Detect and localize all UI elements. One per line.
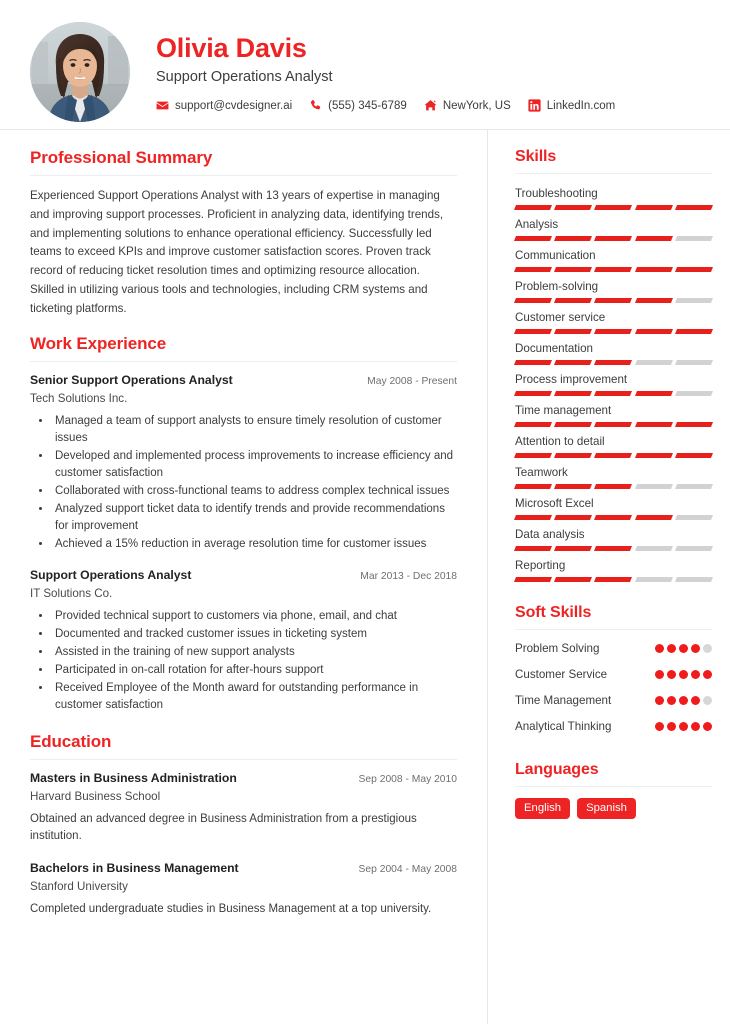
education-entry-desc: Obtained an advanced degree in Business Administration from a prestigious institution. <box>30 813 417 843</box>
skill-level-bar <box>515 577 712 582</box>
section-title-languages: Languages <box>515 760 599 778</box>
skill-bar-segment <box>635 484 673 489</box>
skill-bar-segment <box>635 298 673 303</box>
skill-bar-segment <box>514 577 552 582</box>
soft-skill-list <box>515 641 712 737</box>
contact-phone-text: (555) 345-6789 <box>328 99 407 112</box>
spacer <box>30 716 457 732</box>
skill-bar-segment <box>594 484 632 489</box>
skill-bar-segment <box>635 267 673 272</box>
rating-dot <box>703 722 712 731</box>
education-entry-title: Bachelors in Business Management <box>30 860 239 875</box>
section-professional-summary <box>30 148 457 318</box>
skill-bar-segment <box>594 577 632 582</box>
contact-email[interactable] <box>156 99 292 112</box>
contact-linkedin-text: LinkedIn.com <box>546 99 616 112</box>
skill-bar-segment <box>635 546 673 551</box>
avatar-illustration <box>30 22 130 122</box>
skill-bar-segment <box>635 515 673 520</box>
summary-text: Experienced Support Operations Analyst with 13 years of expertise in managing and improving support processes. Proficient in analyzing data, identifying trends, and implementing solutions to enhance operational efficiency. Successfully led teams to exceed KPIs and improve customer satisfaction scores. Proven track record of reducing ticket resolution times and optimizing resource allocation. Skilled in utilizing various tools and technologies, including CRM systems and ticketing platforms. <box>30 189 444 315</box>
skill-item <box>515 371 712 396</box>
skill-bar-segment <box>594 267 632 272</box>
skill-item <box>515 464 712 489</box>
skill-label: Teamwork <box>515 465 568 479</box>
rating-dot <box>667 722 676 731</box>
education-entry-title: Masters in Business Administration <box>30 770 237 785</box>
skill-level-bar <box>515 360 712 365</box>
contact-list <box>156 99 706 112</box>
skill-bar-segment <box>675 453 713 458</box>
work-entry-title: Support Operations Analyst <box>30 568 192 583</box>
rating-dot <box>691 670 700 679</box>
soft-skill-label: Analytical Thinking <box>515 719 612 733</box>
work-entry-head <box>30 373 457 389</box>
section-work-experience <box>30 334 457 713</box>
candidate-job-title: Support Operations Analyst <box>156 68 333 85</box>
soft-skill-item <box>515 719 712 737</box>
section-title-skills: Skills <box>515 148 557 165</box>
skill-bar-segment <box>554 267 592 272</box>
skill-bar-segment <box>554 422 592 427</box>
skill-bar-segment <box>675 267 713 272</box>
skill-bar-segment <box>554 298 592 303</box>
skill-level-bar <box>515 453 712 458</box>
work-entry-title: Senior Support Operations Analyst <box>30 373 233 388</box>
resume-body <box>0 130 730 1024</box>
soft-skill-label: Time Management <box>515 693 612 707</box>
skill-item <box>515 340 712 365</box>
section-soft-skills <box>515 604 712 737</box>
skill-list <box>515 185 712 582</box>
skill-bar-segment <box>594 360 632 365</box>
spacer <box>30 848 457 861</box>
contact-location[interactable] <box>424 99 511 112</box>
skill-level-bar <box>515 391 712 396</box>
skill-level-bar <box>515 515 712 520</box>
skill-level-bar <box>515 298 712 303</box>
skill-bar-segment <box>635 329 673 334</box>
skill-bar-segment <box>514 422 552 427</box>
soft-skill-label: Customer Service <box>515 667 608 681</box>
skill-bar-segment <box>514 236 552 241</box>
skill-bar-segment <box>635 577 673 582</box>
education-entry <box>30 861 457 919</box>
skill-bar-segment <box>514 484 552 489</box>
list-item: • Managed a team of support analysts to ensure timely resolution of customer issues <box>52 413 457 447</box>
education-entry-date: Sep 2008 - May 2010 <box>358 773 457 785</box>
skill-bar-segment <box>514 267 552 272</box>
work-entry-date: May 2008 - Present <box>367 376 457 388</box>
skill-item <box>515 402 712 427</box>
spacer <box>515 745 712 761</box>
skill-bar-segment <box>594 422 632 427</box>
skill-bar-segment <box>554 453 592 458</box>
rating-dot <box>667 696 676 705</box>
envelope-icon <box>156 99 169 112</box>
skill-bar-segment <box>635 205 673 210</box>
rating-dot <box>703 670 712 679</box>
section-languages <box>515 761 712 819</box>
skill-bar-segment <box>554 205 592 210</box>
rating-dot <box>691 722 700 731</box>
section-title-work: Work Experience <box>30 334 167 354</box>
list-item: • Achieved a 15% reduction in average resolution time for customer issues <box>52 536 457 553</box>
skill-level-bar <box>515 546 712 551</box>
skill-bar-segment <box>594 546 632 551</box>
skill-bar-segment <box>554 577 592 582</box>
education-entry-org: Harvard Business School <box>30 789 161 803</box>
list-item: • Provided technical support to customers via phone, email, and chat <box>52 608 457 625</box>
work-entry-date: Mar 2013 - Dec 2018 <box>360 571 457 583</box>
education-entry-date: Sep 2004 - May 2008 <box>358 863 457 875</box>
skill-bar-segment <box>514 453 552 458</box>
skill-bar-segment <box>675 515 713 520</box>
skill-bar-segment <box>554 236 592 241</box>
sidebar-column <box>487 130 730 1024</box>
skill-bar-segment <box>675 236 713 241</box>
skill-bar-segment <box>635 391 673 396</box>
rating-dot <box>655 696 664 705</box>
skill-bar-segment <box>594 236 632 241</box>
skill-label: Analysis <box>515 217 559 231</box>
soft-skill-label: Problem Solving <box>515 641 600 655</box>
skill-bar-segment <box>594 453 632 458</box>
rating-dot <box>667 670 676 679</box>
skill-item <box>515 247 712 272</box>
rating-dot <box>679 644 688 653</box>
skill-level-bar <box>515 422 712 427</box>
skill-label: Data analysis <box>515 527 585 541</box>
skill-label: Attention to detail <box>515 434 605 448</box>
rating-dot <box>655 644 664 653</box>
list-item: • Analyzed support ticket data to identify trends and provide recommendations for improvement <box>52 501 457 535</box>
rating-dot <box>655 670 664 679</box>
soft-skill-rating <box>655 719 712 731</box>
contact-email-text: support@cvdesigner.ai <box>175 99 293 112</box>
rating-dot <box>691 644 700 653</box>
skill-item <box>515 495 712 520</box>
work-entry-org: IT Solutions Co. <box>30 586 113 600</box>
skill-label: Reporting <box>515 558 566 572</box>
skill-label: Process improvement <box>515 372 628 386</box>
avatar <box>30 22 130 122</box>
rating-dot <box>667 644 676 653</box>
work-entry-head <box>30 568 457 584</box>
language-chip: English <box>515 798 570 819</box>
education-entry-head <box>30 771 457 787</box>
skill-bar-segment <box>594 205 632 210</box>
work-entry-org: Tech Solutions Inc. <box>30 392 128 406</box>
rating-dot <box>679 670 688 679</box>
skill-item <box>515 216 712 241</box>
soft-skill-item <box>515 693 712 711</box>
skill-bar-segment <box>675 422 713 427</box>
soft-skill-item <box>515 667 712 685</box>
skill-bar-segment <box>514 205 552 210</box>
skill-bar-segment <box>635 360 673 365</box>
education-entry-org: Stanford University <box>30 879 128 893</box>
rating-dot <box>703 644 712 653</box>
skill-bar-segment <box>514 546 552 551</box>
skill-bar-segment <box>675 205 713 210</box>
rating-dot <box>703 696 712 705</box>
spacer <box>515 588 712 604</box>
skill-bar-segment <box>554 391 592 396</box>
language-chip: Spanish <box>577 798 636 819</box>
skill-item <box>515 433 712 458</box>
education-entry <box>30 771 457 846</box>
skill-bar-segment <box>514 360 552 365</box>
candidate-name: Olivia Davis <box>156 32 307 63</box>
skill-item <box>515 278 712 303</box>
language-chip-list <box>515 798 712 819</box>
skill-bar-segment <box>514 298 552 303</box>
skill-label: Documentation <box>515 341 593 355</box>
contact-linkedin[interactable] <box>528 99 615 112</box>
rating-dot <box>679 696 688 705</box>
skill-bar-segment <box>635 453 673 458</box>
skill-bar-segment <box>514 391 552 396</box>
contact-location-text: NewYork, US <box>442 99 511 112</box>
work-entry <box>30 373 457 553</box>
spacer <box>30 555 457 568</box>
soft-skill-rating <box>655 693 712 705</box>
list-item: • Participated in on-call rotation for after-hours support <box>52 662 457 679</box>
list-item: • Collaborated with cross-functional teams to address complex technical issues <box>52 483 457 500</box>
resume-header <box>0 0 730 130</box>
skill-label: Communication <box>515 248 596 262</box>
section-rule <box>30 175 457 176</box>
skill-bar-segment <box>594 391 632 396</box>
work-entry-bullets <box>30 608 457 714</box>
skill-item <box>515 557 712 582</box>
skill-bar-segment <box>594 515 632 520</box>
skill-bar-segment <box>635 422 673 427</box>
skill-item <box>515 185 712 210</box>
skill-bar-segment <box>554 484 592 489</box>
skill-level-bar <box>515 329 712 334</box>
list-item: • Received Employee of the Month award for outstanding performance in customer satisfaction <box>52 680 457 714</box>
skill-label: Troubleshooting <box>515 187 598 200</box>
skill-bar-segment <box>675 329 713 334</box>
section-rule <box>30 361 457 362</box>
phone-icon <box>309 99 322 112</box>
section-rule <box>515 629 712 630</box>
soft-skill-rating <box>655 641 712 653</box>
skill-label: Time management <box>515 403 612 417</box>
section-rule <box>515 173 712 174</box>
skill-level-bar <box>515 484 712 489</box>
section-title-soft-skills: Soft Skills <box>515 603 592 621</box>
skill-bar-segment <box>675 360 713 365</box>
avatar-wrap <box>30 22 130 122</box>
linkedin-icon <box>528 99 541 112</box>
skill-item <box>515 526 712 551</box>
home-icon <box>424 99 437 112</box>
education-entry-desc: Completed undergraduate studies in Business Management at a top university. <box>30 903 432 916</box>
skill-bar-segment <box>675 577 713 582</box>
soft-skill-rating <box>655 667 712 679</box>
rating-dot <box>655 722 664 731</box>
skill-level-bar <box>515 236 712 241</box>
spacer <box>30 318 457 334</box>
section-rule <box>30 759 457 760</box>
section-title-summary: Professional Summary <box>30 148 213 167</box>
skill-bar-segment <box>675 298 713 303</box>
skill-bar-segment <box>514 515 552 520</box>
skill-level-bar <box>515 205 712 210</box>
skill-bar-segment <box>554 360 592 365</box>
skill-bar-segment <box>675 546 713 551</box>
soft-skill-item <box>515 641 712 659</box>
list-item: • Assisted in the training of new support analysts <box>52 644 457 661</box>
rating-dot <box>679 722 688 731</box>
skill-label: Customer service <box>515 310 606 324</box>
skill-bar-segment <box>675 484 713 489</box>
work-entry <box>30 568 457 714</box>
skill-item <box>515 309 712 334</box>
skill-bar-segment <box>554 329 592 334</box>
education-entry-head <box>30 861 457 877</box>
skill-bar-segment <box>675 391 713 396</box>
header-main <box>156 31 706 112</box>
skill-bar-segment <box>635 236 673 241</box>
work-entry-bullets <box>30 413 457 553</box>
section-title-education: Education <box>30 731 112 751</box>
rating-dot <box>691 696 700 705</box>
skill-level-bar <box>515 267 712 272</box>
main-column <box>0 130 487 1024</box>
skill-bar-segment <box>594 298 632 303</box>
skill-label: Microsoft Excel <box>515 496 594 510</box>
skill-bar-segment <box>514 329 552 334</box>
section-education <box>30 732 457 919</box>
section-skills <box>515 148 712 582</box>
skill-bar-segment <box>594 329 632 334</box>
list-item: • Developed and implemented process improvements to increase efficiency and customer satisfaction <box>52 448 457 482</box>
list-item: • Documented and tracked customer issues in ticketing system <box>52 626 457 643</box>
skill-bar-segment <box>554 515 592 520</box>
contact-phone[interactable] <box>309 99 407 112</box>
skill-bar-segment <box>554 546 592 551</box>
skill-label: Problem-solving <box>515 279 599 293</box>
section-rule <box>515 786 712 787</box>
